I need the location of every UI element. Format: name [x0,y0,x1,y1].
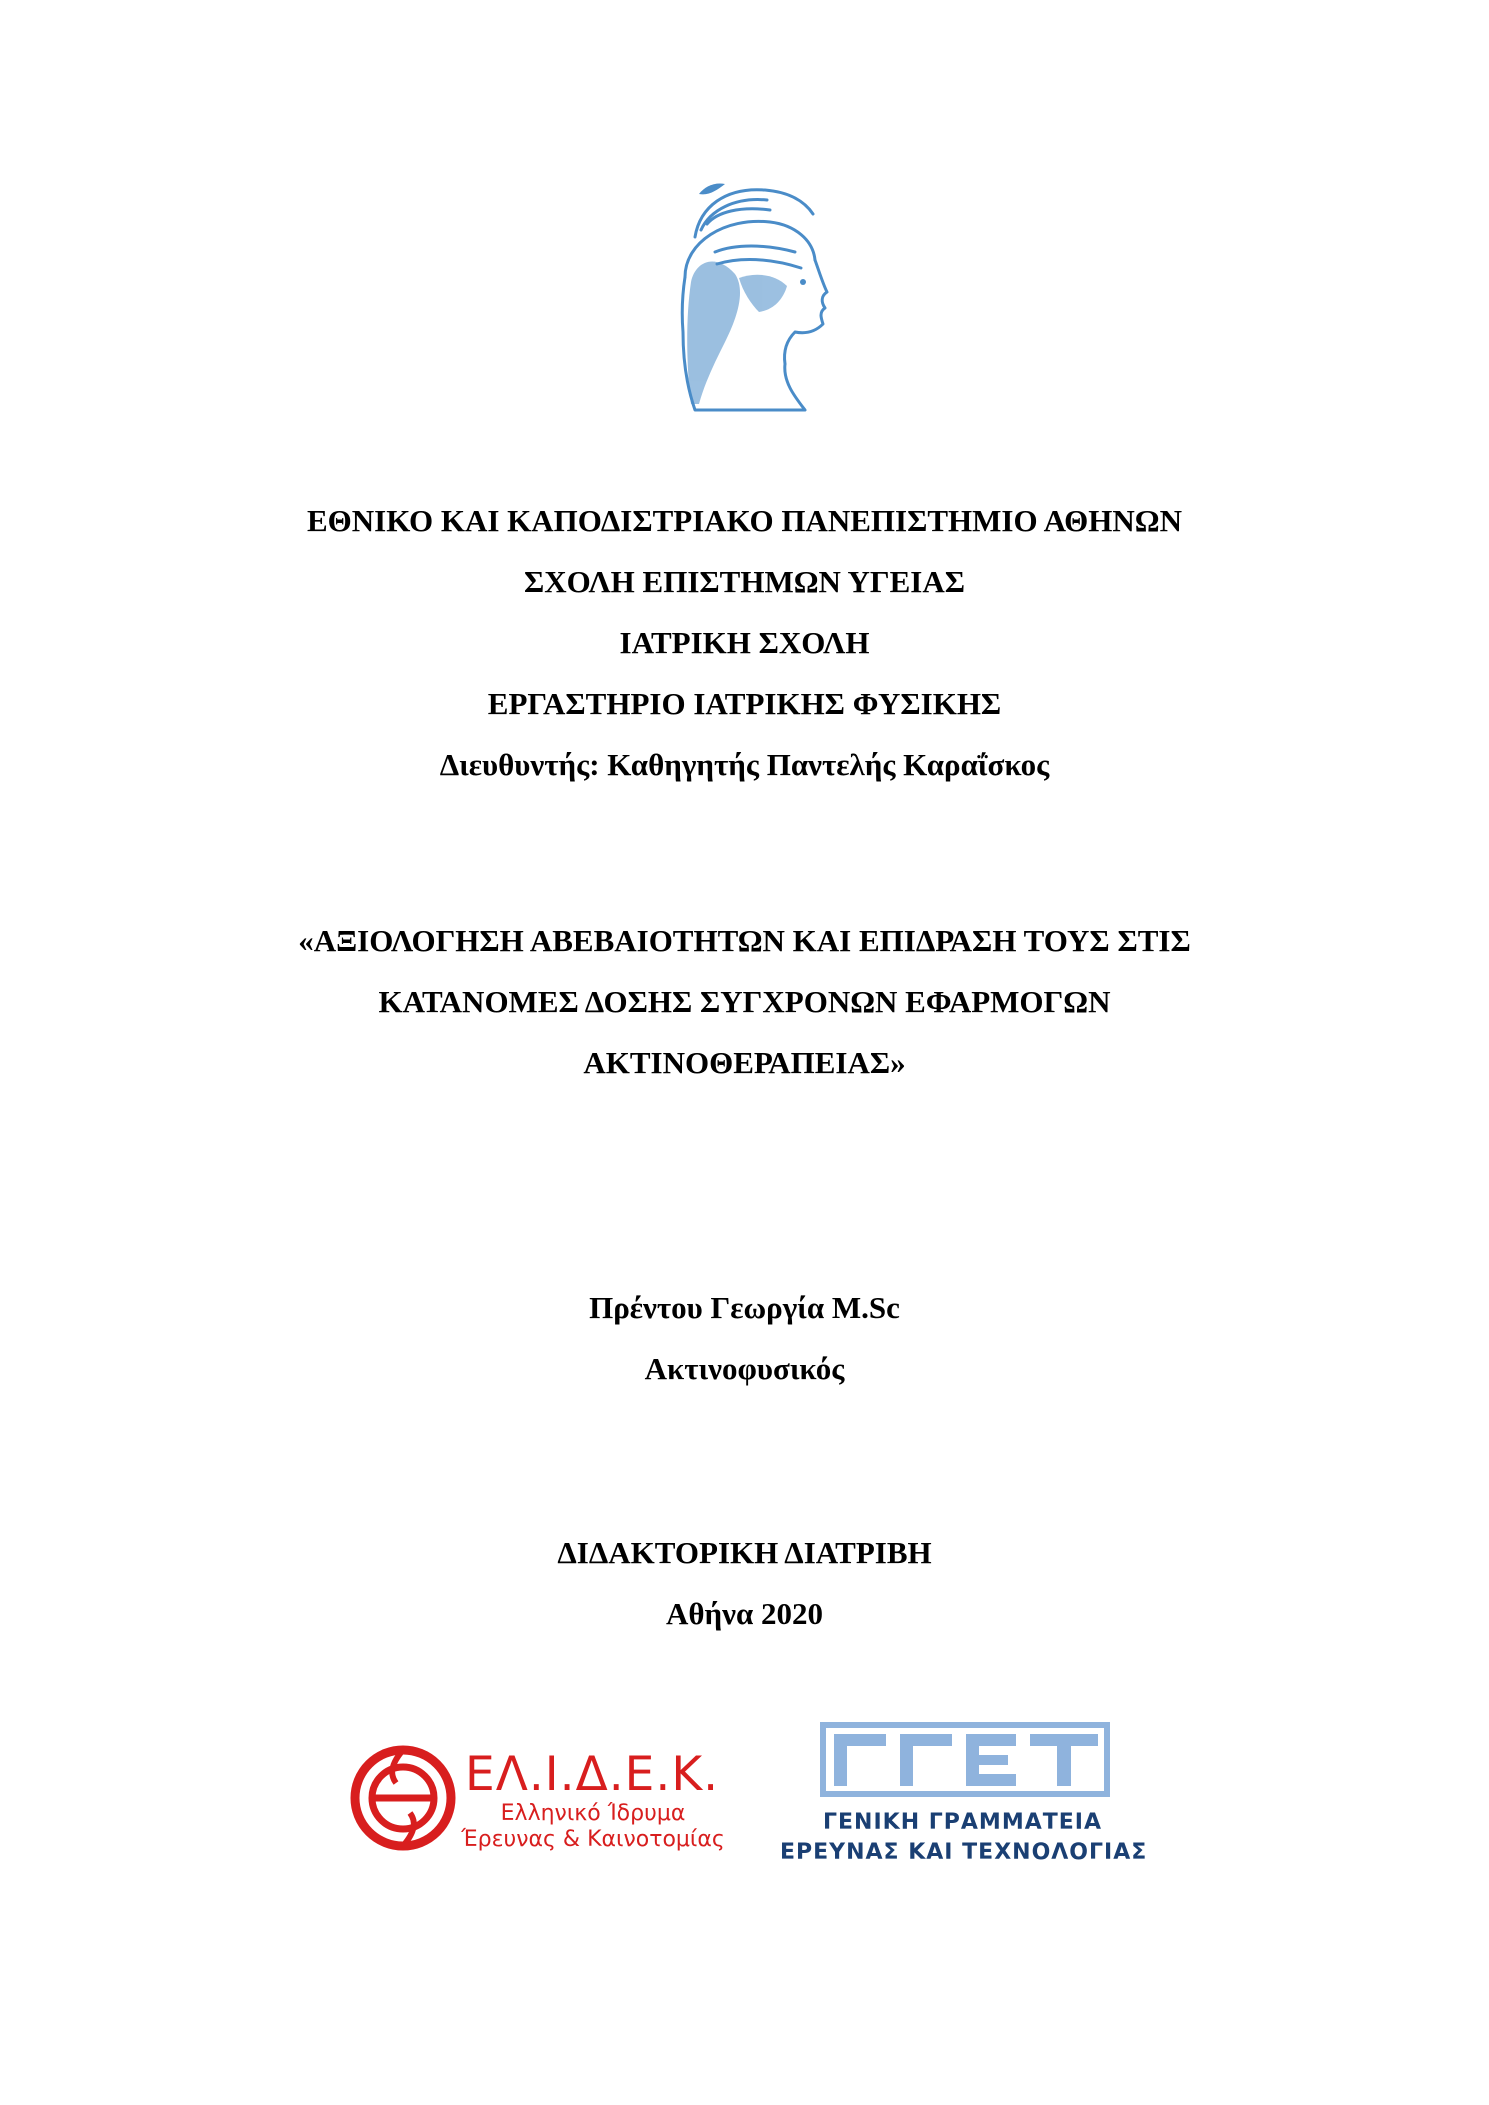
athena-crest-icon [655,182,835,417]
author-role: Ακτινοφυσικός [644,1351,845,1386]
elidek-sub-line-2: Έρευνας & Καινοτομίας [461,1827,725,1852]
thesis-info [0,1522,1489,1644]
gget-line-1: ΓΕΝΙΚΗ ΓΡΑΜΜΑΤΕΙΑ [823,1810,1102,1835]
thesis-type: ΔΙΔΑΚΤΟΡΙΚΗ ΔΙΑΤΡΙΒΗ [557,1535,932,1570]
place-year: Αθήνα 2020 [665,1596,824,1631]
elidek-sub-line-1: Ελληνικό Ίδρυμα [500,1801,686,1826]
gget-text [780,1808,1148,1868]
gget-logo [780,1722,1148,1872]
institution-block [0,490,1489,795]
gget-mark-icon [820,1722,1110,1797]
gget-line-2: ΕΡΕΥΝΑΣ ΚΑΙ ΤΕΧΝΟΛΟΓΙΑΣ [780,1840,1148,1865]
thesis-title [0,910,1489,1093]
university-name: ΕΘΝΙΚΟ ΚΑΙ ΚΑΠΟΔΙΣΤΡΙΑΚΟ ΠΑΝΕΠΙΣΤΗΜΙΟ ΑΘΗΝΩΝ [306,503,1183,538]
faculty-name: ΙΑΤΡΙΚΗ ΣΧΟΛΗ [619,625,870,660]
director-line: Διευθυντής: Καθηγητής Παντελής Καραΐσκος [439,747,1050,782]
laboratory-name: ΕΡΓΑΣΤΗΡΙΟ ΙΑΤΡΙΚΗΣ ΦΥΣΙΚΗΣ [487,686,1002,721]
title-line-3: ΑΚΤΙΝΟΘΕΡΑΠΕΙΑΣ» [583,1045,906,1080]
author-name: Πρέντου Γεωργία M.Sc [589,1290,900,1325]
title-line-1: «ΑΞΙΟΛΟΓΗΣΗ ΑΒΕΒΑΙΟΤΗΤΩΝ ΚΑΙ ΕΠΙΔΡΑΣΗ ΤΟΥΣ ΣΤΙΣ [298,923,1191,958]
elidek-emblem-icon [350,1745,456,1851]
elidek-name: ΕΛ.Ι.Δ.Ε.Κ. [465,1747,720,1802]
author-block [0,1277,1489,1399]
elidek-logo [350,1745,730,1855]
title-line-2: ΚΑΤΑΝΟΜΕΣ ΔΟΣΗΣ ΣΥΓΧΡΟΝΩΝ ΕΦΑΡΜΟΓΩΝ [378,984,1111,1019]
school-name: ΣΧΟΛΗ ΕΠΙΣΤΗΜΩΝ ΥΓΕΙΑΣ [523,564,966,599]
elidek-subtitle [458,1801,728,1853]
